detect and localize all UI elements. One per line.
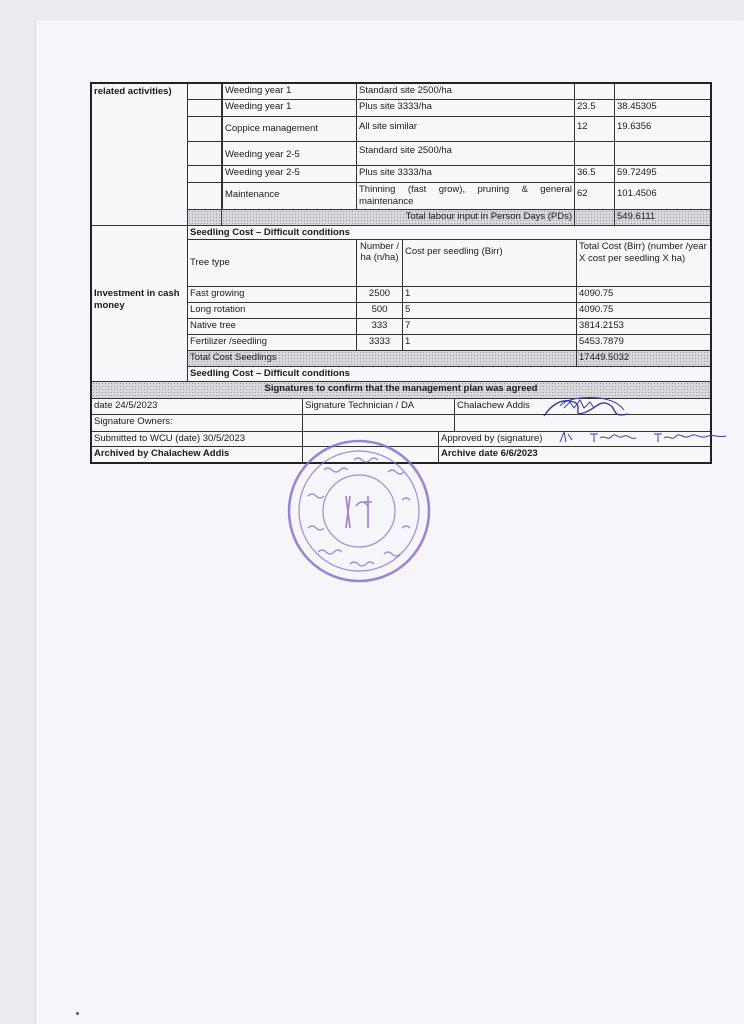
archive-date-label: Archive date 6/6/2023 [438,447,710,462]
seedling-row [188,286,710,302]
number-per-ha: 2500 [356,287,402,302]
owners-signature-label: Signature Owners: [94,416,173,427]
cost-per-seedling: 7 [402,319,576,334]
seedling-total-row [188,350,710,366]
seedling-header-row [188,239,710,286]
approved-label: Approved by (signature) [438,432,710,446]
activity-days [574,84,614,99]
archived-label: Archived by Chalachew Addis [94,448,230,459]
activity-description: Plus site 3333/ha [356,166,574,182]
seedling-total-label: Total Cost Seedlings [188,351,576,366]
activity-days: 23.5 [574,100,614,116]
activity-value [614,84,710,99]
activity-value: 38.45305 [614,100,710,116]
owners-signature-empty [302,415,454,431]
activity-days: 62 [574,183,614,209]
total-cost: 4090.75 [576,303,710,318]
header-cost-per-seedling: Cost per seedling (Birr) [402,240,576,286]
number-per-ha: 500 [356,303,402,318]
seedling-footer-row [188,366,710,381]
activity-description: Plus site 3333/ha [356,100,574,116]
tree-type: Long rotation [190,304,246,315]
activity-days: 36.5 [574,166,614,182]
plan-date: date 24/5/2023 [94,400,158,411]
activity-days: 12 [574,117,614,141]
labour-total-row [188,209,710,225]
number-per-ha: 3333 [356,335,402,350]
seedling-row [188,334,710,350]
activity-description: All site similar [356,117,574,141]
number-per-ha: 333 [356,319,402,334]
seedling-cost-heading-row [188,226,710,239]
activity-name: Coppice management [222,117,356,141]
activity-row [188,116,710,141]
activity-description: Standard site 2500/ha [356,142,574,165]
total-cost: 4090.75 [576,287,710,302]
labour-total-value: 549.6111 [614,210,710,225]
signatures-heading: Signatures to confirm that the management plan was agreed [92,382,710,398]
seedling-row [188,302,710,318]
seedling-cost-heading: Seedling Cost – Difficult conditions [190,227,350,238]
investment-section [92,225,710,381]
header-number-per-ha: Number / ha (n/ha) [356,240,402,286]
investment-left-label: Investment in cash money [92,226,188,381]
seedling-footer-heading: Seedling Cost – Difficult conditions [190,368,350,379]
activity-name: Weeding year 2-5 [222,142,356,165]
tree-type: Fast growing [190,288,245,299]
activity-description: Thinning (fast grow), pruning & general maintenance [356,183,574,209]
header-tree-type: Tree type [190,257,230,268]
activity-row [188,99,710,116]
approval-handwritten-signature [558,428,728,446]
tree-type: Fertilizer /seedling [190,336,268,347]
activity-value [614,142,710,165]
technician-signature-label: Signature Technician / DA [302,399,454,414]
seedling-total-value: 17449.5032 [576,351,710,366]
activity-name: Weeding year 1 [222,100,356,116]
activity-row [188,84,710,99]
activity-value: 59.72495 [614,166,710,182]
activity-description: Standard site 2500/ha [356,84,574,99]
technician-handwritten-signature [540,394,634,426]
activities-left-label: related activities) [92,84,188,225]
activity-name: Maintenance [222,183,356,209]
activity-row [188,182,710,209]
seedling-row [188,318,710,334]
activity-row [188,165,710,182]
activity-value: 19.6356 [614,117,710,141]
header-total-cost: Total Cost (Birr) (number /year X cost per seedling X ha) [576,240,710,286]
total-cost: 3814.2153 [576,319,710,334]
official-stamp [284,436,434,586]
submitted-label: Submitted to WCU (date) 30/5/2023 [94,433,246,444]
activity-name: Weeding year 2-5 [222,166,356,182]
labour-total-label: Total labour input in Person Days (PDs) [222,210,574,225]
activity-row [188,141,710,165]
activity-days [574,142,614,165]
activity-name: Weeding year 1 [222,84,356,99]
activity-value: 101.4506 [614,183,710,209]
cost-per-seedling: 5 [402,303,576,318]
technician-name: Chalachew Addis [454,399,710,414]
cost-per-seedling: 1 [402,335,576,350]
total-cost: 5453.7879 [576,335,710,350]
labour-total-empty [574,210,614,225]
tree-type: Native tree [190,320,236,331]
paper-speck [76,1012,79,1015]
activities-section [92,84,710,225]
cost-per-seedling: 1 [402,287,576,302]
